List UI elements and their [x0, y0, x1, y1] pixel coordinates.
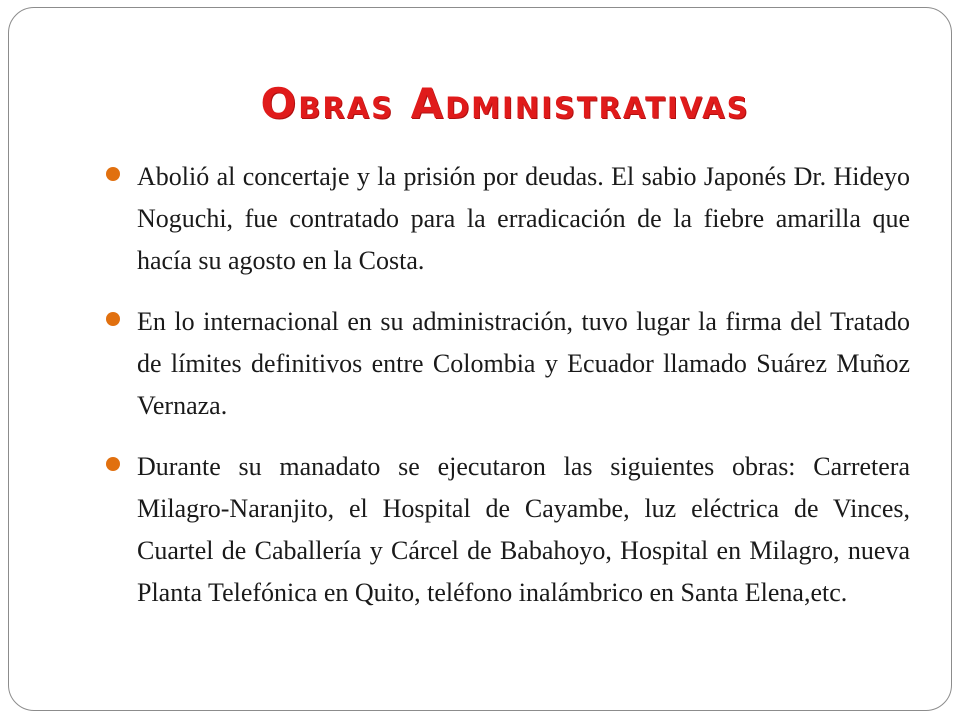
bullet-text: Abolió al concertaje y la prisión por deudas. El sabio Japonés Dr. Hideyo Noguchi, fue contratado para la erradicación de la fiebre amarilla que hacía su agosto en la Costa. [137, 162, 910, 275]
slide-title: Obras Administrativas [260, 79, 750, 128]
bullet-item [104, 446, 910, 614]
bullet-list [104, 156, 910, 633]
bullet-icon [106, 167, 120, 181]
bullet-text: En lo internacional en su administración, tuvo lugar la firma del Tratado de límites definitivos entre Colombia y Ecuador llamado Suárez Muñoz Vernaza. [137, 307, 910, 420]
bullet-item [104, 301, 910, 427]
title-container [0, 76, 960, 132]
bullet-icon [106, 312, 120, 326]
bullet-text: Durante su manadato se ejecutaron las siguientes obras: Carretera Milagro-Naranjito, el Hospital de Cayambe, luz eléctrica de Vinces, Cuartel de Caballería y Cárcel de Babahoyo, Hospital en Milagro, nueva Planta Telefónica en Quito, teléfono inalámbrico en Santa Elena,etc. [137, 452, 910, 607]
bullet-item [104, 156, 910, 282]
bullet-icon [106, 457, 120, 471]
